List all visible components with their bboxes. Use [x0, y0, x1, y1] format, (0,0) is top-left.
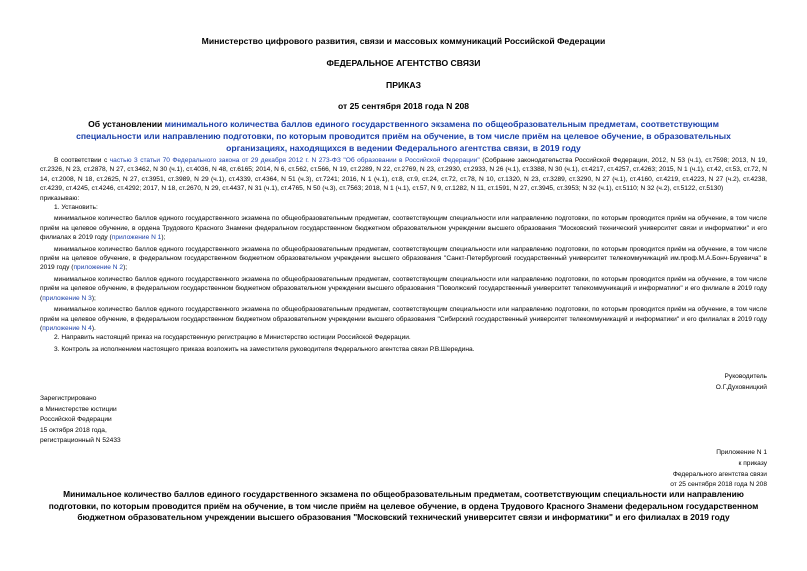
subitem-3-text: минимальное количество баллов единого государственного экзамена по общеобразовательным предметам, соответствующим специальности или направлению подготовки, по которым проводится приём на обучение, в том числе приём на целевое обучение, в федеральном государственном бюджетном образовательном учреждении высшего образования "Поволжский государственный университет телекоммуникаций и информатики" и его филиале в 2019 году ( [40, 275, 767, 302]
preamble-paragraph [40, 156, 767, 194]
ministry-name: Министерство цифрового развития, связи и массовых коммуникаций Российской Федерации [201, 36, 606, 46]
subitem-4-text: минимальное количество баллов единого государственного экзамена по общеобразовательным предметам, соответствующим специальности или направлению подготовки, по которым проводится приём на обучение, в том числе приём на целевое обучение, в федеральном государственном бюджетном образовательном учреждении высшего образования "Сибирский государственный университет телекоммуникаций и информатики" и его филиалах в 2019 году ( [40, 306, 767, 332]
item-1: 1. Установить: [54, 204, 98, 212]
order-verb: приказываю: [40, 194, 80, 202]
document-type: ПРИКАЗ [386, 80, 421, 90]
annex-3-link[interactable]: приложение N 3 [42, 294, 92, 302]
preamble-text-1: В соответствии с [54, 157, 110, 164]
subitem-1 [40, 214, 767, 242]
annex-header [670, 448, 767, 491]
item-2: 2. Направить настоящий приказ на государственную регистрацию в Министерство юстиции Российской Федерации. [54, 334, 411, 342]
document-date: от 25 сентября 2018 года N 208 [337, 101, 470, 111]
annex-line-1: Приложение N 1 [716, 449, 767, 456]
preamble-text-2: (Собрание законодательства Российской Федерации, 2012, N 53 (ч.1), ст.7598; 2013, N 19, ст.2326, N 23, ст.2878, N 27, ст.3462, N 30 (ч.1), ст.4036, N 48, ст.6165; 2014, N 6, ст.562, ст.566, N 19, ст.2289, N 22, ст.2769, N 23, ст.2930, ст.2933, N 26 (ч.1), ст.3388, N 30 (ч.1), ст.4217, ст.4257, ст.4263; 2015, N 1 (ч.1), ст.42, ст.53, ст.72, N 14, ст.2008, N 18, ст.2625, N 27, ст.3951, ст.3989, N 29 (ч.1), ст.4339, ст.4364, N 51 (ч.3), ст.7241; 2016, N 1 (ч.1), ст.8, ст.9, ст.24, ст.72, ст.78, N 10, ст.1320, N 23, ст.3289, ст.3290, N 27 (ч.1), ст.4160, ст.4219, ст.4223, N 27 (ч.2), ст.4238, ст.4239, ст.4245, ст.4246, ст.4292; 2017, N 18, ст.2670, N 29, ст.4437, N 31 (ч.1), ст.4765, N 50 (ч.3), ст.7563; 2018, N 1 (ч.1), ст.57, N 9, ст.1282, N 11, ст.1591, N 27, ст.3945, ст.3953; N 32 (ч.1), ст.5110; N 32 (ч.2), ст.5122, ст.5130) [40, 157, 768, 193]
agency-name: ФЕДЕРАЛЬНОЕ АГЕНТСТВО СВЯЗИ [326, 58, 481, 68]
signer-name: О.Г.Духовницкий [715, 383, 767, 391]
subitem-3 [40, 275, 767, 303]
subitem-4 [40, 305, 767, 333]
annex-line-3: Федерального агентства связи [672, 470, 767, 478]
annex-title: Минимальное количество баллов единого государственного экзамена по общеобразовательным предметам, соответствующим специальности или направлению подготовки, по которым проводится приём на обучение, в том числе приём на целевое обучение, в ордена Трудового Красного Знамени федеральном государственном бюджетном образовательном учреждении высшего образования "Московский технический университет связи и информатики" и его филиалах в 2019 году [48, 489, 759, 522]
item-3: 3. Контроль за исполнением настоящего приказа возложить на заместителя руководителя Федерального агентства связи Р.В.Шередина. [54, 345, 475, 353]
registration-line-3: Российской Федерации [40, 416, 112, 423]
subitem-3-end: ); [91, 294, 96, 302]
signature-block [716, 372, 767, 393]
registration-line-4: 15 октября 2018 года, [40, 426, 107, 434]
subitem-4-end: ). [91, 324, 96, 332]
title-prefix: Об установлении [88, 119, 165, 129]
subitem-1-end: ); [161, 234, 166, 242]
subitem-2 [40, 245, 767, 273]
annex-line-4: от 25 сентября 2018 года N 208 [670, 481, 767, 489]
annex-line-2: к приказу [738, 459, 767, 467]
law-link[interactable]: частью 3 статьи 70 Федерального закона от 29 декабря 2012 г. N 273-ФЗ "Об образовании в Российской Федерации" [109, 157, 480, 164]
registration-line-2: в Министерстве юстиции [40, 405, 117, 413]
registration-block [40, 394, 121, 447]
registration-line-1: Зарегистрировано [40, 395, 97, 402]
annex-2-link[interactable]: приложение N 2 [73, 264, 124, 272]
document-title [56, 118, 751, 154]
annex-1-link[interactable]: приложение N 1 [111, 234, 162, 242]
registration-line-5: регистрационный N 52433 [40, 437, 121, 444]
document-body [40, 156, 767, 354]
subitem-2-text: минимальное количество баллов единого государственного экзамена по общеобразовательным предметам, соответствующим специальности или направлению подготовки, по которым проводится приём на обучение, в том числе приём на целевое обучение, в федеральном государственном бюджетном образовательном учреждении высшего образования "Санкт-Петербургский государственный университет телекоммуникаций им.проф.М.А.Бонч-Бруевича" в 2019 году ( [40, 245, 767, 272]
title-link[interactable]: минимального количества баллов единого государственного экзамена по общеобразовательным предметам, соответствующим специальности или направлению подготовки, по которым проводится приём на обучение, в том числе приём на целевое обучение, в образовательных организациях, находящихся в ведении Федерального агентства связи, в 2019 году [76, 119, 731, 153]
signer-role: Руководитель [724, 373, 767, 380]
subitem-2-end: ); [123, 264, 128, 272]
annex-4-link[interactable]: приложение N 4 [42, 324, 92, 332]
subitem-1-text: минимальное количество баллов единого государственного экзамена по общеобразовательным предметам, соответствующим специальности или направлению подготовки, по которым проводится приём на обучение, в том числе приём на целевое обучение, в ордена Трудового Красного Знамени федеральном государственном бюджетном образовательном учреждении высшего образования "Московский технический университет связи и информатики" и его филиалах в 2019 году ( [40, 215, 767, 242]
